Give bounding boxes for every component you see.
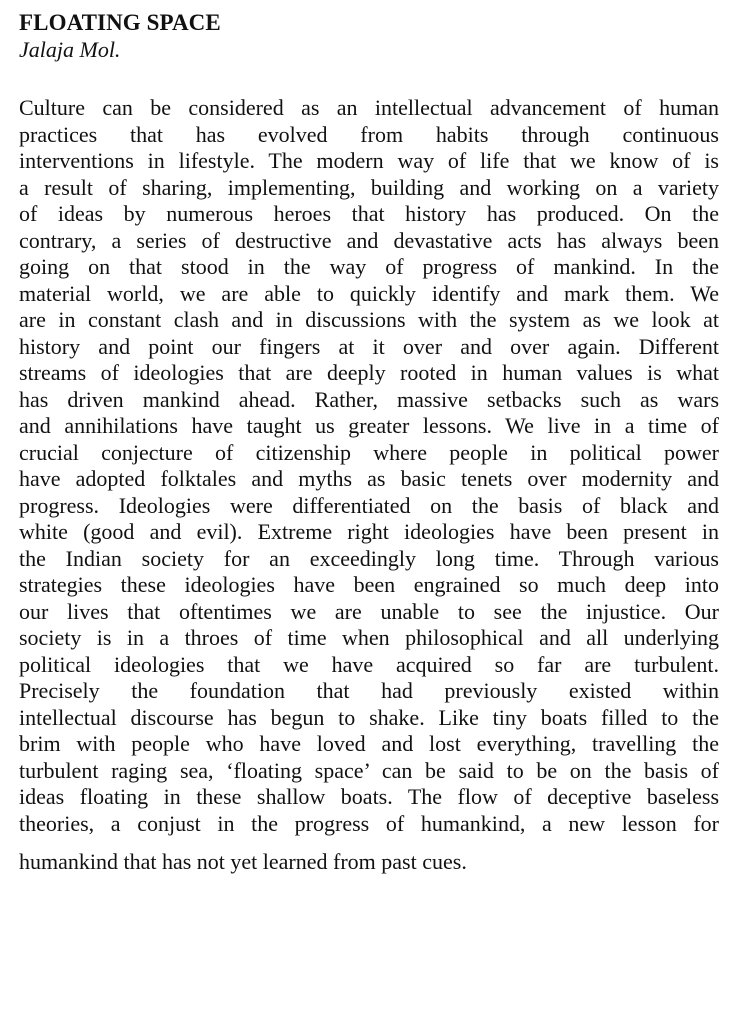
- body-line: practices that has evolved from habits through continuous: [19, 121, 719, 147]
- body-line: turbulent raging sea, ‘floating space’ can be said to be on the basis of: [19, 757, 719, 783]
- body-line: theories, a conjust in the progress of humankind, a new lesson for: [19, 810, 719, 836]
- body-paragraph: [19, 95, 719, 876]
- body-line: have adopted folktales and myths as basic tenets over modernity and: [19, 466, 719, 491]
- document-title: FLOATING SPACE: [19, 10, 221, 35]
- body-line: and annihilations have taught us greater lessons. We live in a time of: [19, 413, 719, 438]
- author-name: Jalaja Mol.: [19, 37, 121, 62]
- body-line: the Indian society for an exceedingly long time. Through various: [19, 545, 719, 571]
- body-line: material world, we are able to quickly identify and mark them. We: [19, 280, 719, 306]
- body-line: humankind that has not yet learned from past cues.: [19, 849, 467, 874]
- body-line: interventions in lifestyle. The modern way of life that we know of is: [19, 148, 719, 173]
- body-line: a result of sharing, implementing, building and working on a variety: [19, 174, 719, 200]
- body-line: Precisely the foundation that had previously existed within: [19, 678, 719, 703]
- body-line: political ideologies that we have acquired so far are turbulent.: [19, 651, 719, 677]
- body-line: progress. Ideologies were differentiated on the basis of black and: [19, 492, 719, 518]
- body-line: ideas floating in these shallow boats. The flow of deceptive baseless: [19, 784, 719, 809]
- body-line: brim with people who have loved and lost everything, travelling the: [19, 731, 719, 756]
- body-line: contrary, a series of destructive and devastative acts has always been: [19, 227, 719, 253]
- document-page: [19, 9, 719, 876]
- body-line: history and point our fingers at it over and over again. Different: [19, 333, 719, 359]
- body-line: Culture can be considered as an intellectual advancement of human: [19, 95, 719, 120]
- body-line: of ideas by numerous heroes that history has produced. On the: [19, 201, 719, 226]
- body-line: going on that stood in the way of progress of mankind. In the: [19, 254, 719, 279]
- body-line: strategies these ideologies have been engrained so much deep into: [19, 572, 719, 597]
- body-line: streams of ideologies that are deeply rooted in human values is what: [19, 360, 719, 385]
- body-line: intellectual discourse has begun to shake. Like tiny boats filled to the: [19, 704, 719, 730]
- body-line: has driven mankind ahead. Rather, massive setbacks such as wars: [19, 386, 719, 412]
- body-line: crucial conjecture of citizenship where people in political power: [19, 439, 719, 465]
- body-line: our lives that oftentimes we are unable to see the injustice. Our: [19, 598, 719, 624]
- body-line: white (good and evil). Extreme right ideologies have been present in: [19, 519, 719, 544]
- body-line: are in constant clash and in discussions with the system as we look at: [19, 307, 719, 332]
- body-line: society is in a throes of time when philosophical and all underlying: [19, 625, 719, 650]
